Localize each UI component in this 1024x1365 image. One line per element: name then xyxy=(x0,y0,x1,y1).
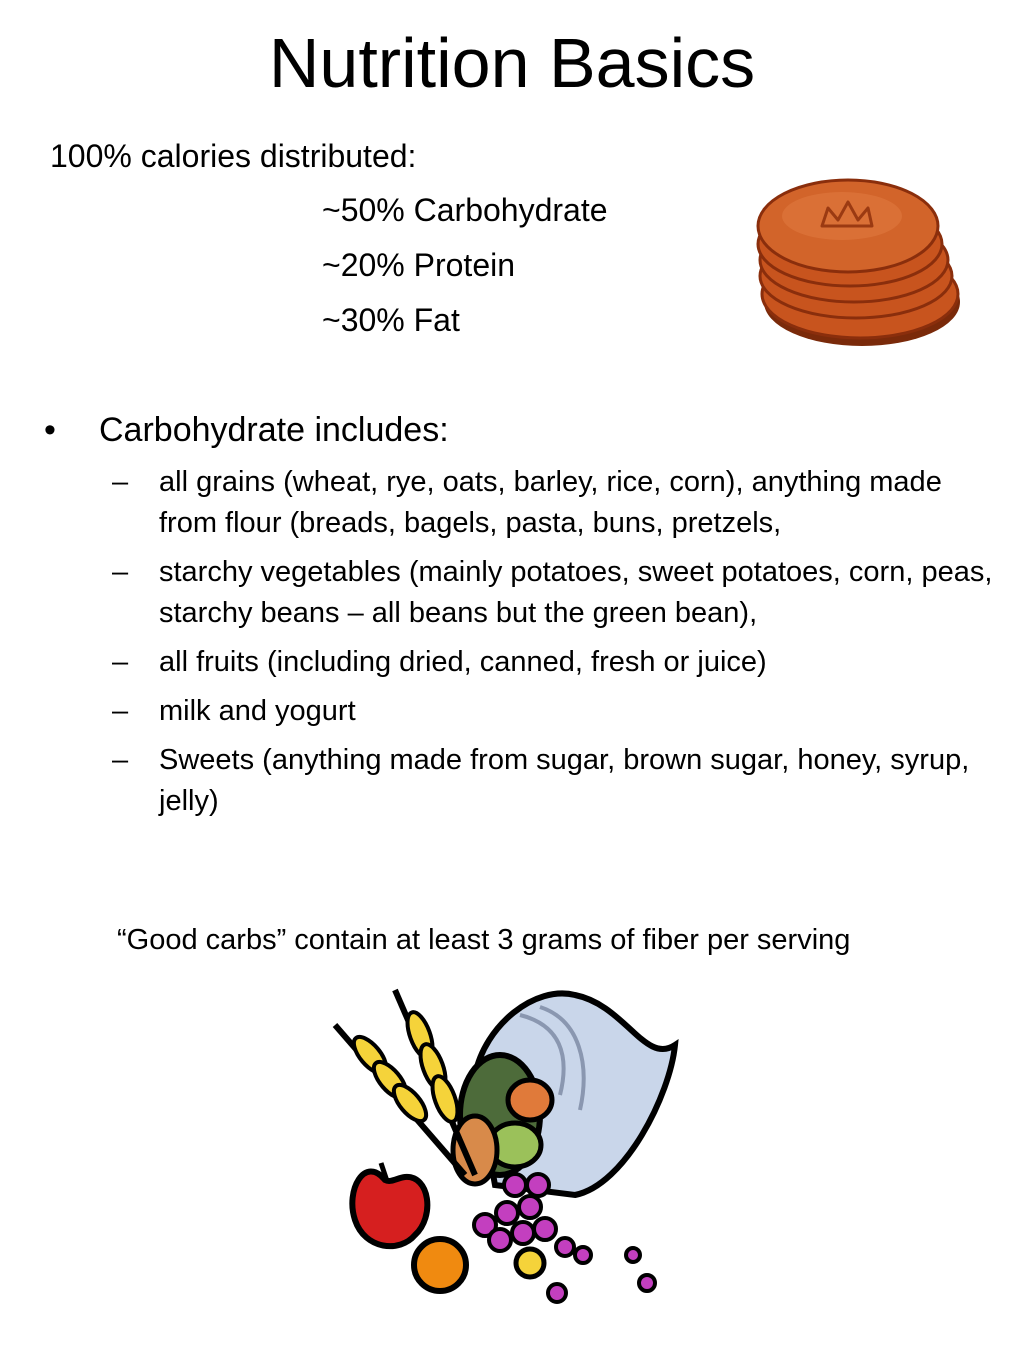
coin-stack xyxy=(758,180,960,346)
carbohydrate-heading-text: Carbohydrate includes: xyxy=(99,411,449,449)
list-item xyxy=(112,552,1002,634)
list-item-text: starchy vegetables (mainly potatoes, sweet potatoes, corn, peas, starchy beans – all beans but the green bean), xyxy=(159,556,993,629)
calorie-distribution-list xyxy=(322,190,608,355)
distribution-fat: ~30% Fat xyxy=(322,302,460,338)
list-item xyxy=(112,691,1002,732)
distribution-protein: ~20% Protein xyxy=(322,247,516,283)
list-item xyxy=(112,740,1002,822)
stack-of-coins-icon xyxy=(750,172,970,352)
dash-marker: – xyxy=(112,646,129,678)
bullet-marker: • xyxy=(44,411,56,449)
carbohydrate-sub-list xyxy=(112,462,1002,830)
cornucopia-icon xyxy=(325,985,685,1315)
list-item xyxy=(112,462,1002,544)
carbohydrate-heading xyxy=(44,408,449,452)
fruit-pile xyxy=(352,1163,655,1302)
dash-marker: – xyxy=(112,695,129,727)
slide-title: Nutrition Basics xyxy=(268,24,756,102)
list-item-text: all fruits (including dried, canned, fresh or juice) xyxy=(159,646,767,678)
dash-marker: – xyxy=(112,556,129,588)
distribution-carbohydrate: ~50% Carbohydrate xyxy=(322,192,608,228)
list-item-text: milk and yogurt xyxy=(159,695,356,727)
calories-intro: 100% calories distributed: xyxy=(50,138,417,174)
dash-marker: – xyxy=(112,466,129,498)
dash-marker: – xyxy=(112,744,129,776)
list-item xyxy=(112,642,1002,683)
good-carbs-note: “Good carbs” contain at least 3 grams of fiber per serving xyxy=(117,924,851,956)
list-item-text: all grains (wheat, rye, oats, barley, rice, corn), anything made from flour (breads, bagels, pasta, buns, pretzels, xyxy=(159,466,942,539)
list-item-text: Sweets (anything made from sugar, brown sugar, honey, syrup, jelly) xyxy=(159,744,970,817)
horn-of-plenty xyxy=(453,993,675,1195)
